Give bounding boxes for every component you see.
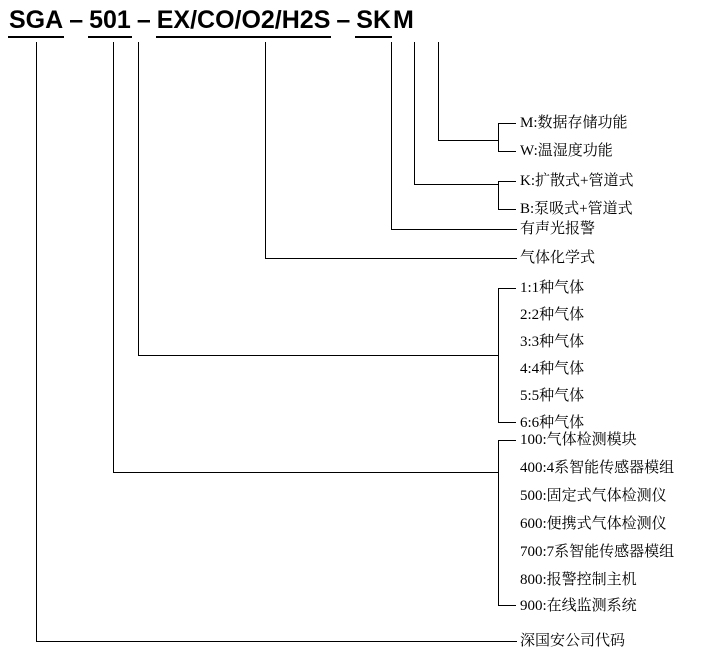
bracket-sampling xyxy=(498,181,499,210)
connector-gas-principle xyxy=(265,258,517,259)
label-sampling-k: K:扩散式+管道式 xyxy=(520,173,634,189)
bracket-gas-count-top xyxy=(498,288,516,289)
label-series-800: 800:报警控制主机 xyxy=(520,572,637,588)
leader-line-alarm xyxy=(391,42,392,229)
connector-alarm xyxy=(391,229,517,230)
label-gas-count-3: 3:3种气体 xyxy=(520,334,585,350)
code-segment-gas-types: EX/CO/O2/H2S xyxy=(156,6,332,38)
label-series-500: 500:固定式气体检测仪 xyxy=(520,488,667,504)
label-alarm: 有声光报警 xyxy=(520,221,596,237)
leader-line-storage xyxy=(438,42,439,141)
bracket-series-bottom xyxy=(498,605,516,606)
connector-series xyxy=(113,472,499,473)
code-segment-m: M xyxy=(393,6,414,34)
code-dash-3: – xyxy=(336,6,351,34)
leader-line-sampling xyxy=(414,42,415,185)
label-series-900: 900:在线监测系统 xyxy=(520,598,637,614)
code-segment-sga: SGA xyxy=(8,6,64,38)
label-gas-count-2: 2:2种气体 xyxy=(520,307,585,323)
label-series-700: 700:7系智能传感器模组 xyxy=(520,544,675,560)
label-gas-principle: 气体化学式 xyxy=(520,250,596,266)
label-storage-w: W:温湿度功能 xyxy=(520,143,613,159)
code-dash-1: – xyxy=(69,6,84,34)
label-series-600: 600:便携式气体检测仪 xyxy=(520,516,667,532)
leader-line-company xyxy=(36,42,37,642)
bracket-storage-bottom xyxy=(498,151,516,152)
label-gas-count-4: 4:4种气体 xyxy=(520,361,585,377)
code-segment-501: 501 xyxy=(88,6,132,38)
label-series-100: 100:气体检测模块 xyxy=(520,432,637,448)
bracket-gas-count-bottom xyxy=(498,422,516,423)
bracket-storage xyxy=(498,123,499,152)
bracket-sampling-bottom xyxy=(498,209,516,210)
connector-storage xyxy=(438,140,499,141)
label-gas-count-5: 5:5种气体 xyxy=(520,388,585,404)
connector-sampling xyxy=(414,184,499,185)
model-code-line xyxy=(8,6,415,38)
label-company: 深国安公司代码 xyxy=(520,633,626,649)
connector-company xyxy=(36,641,517,642)
label-sampling-b: B:泵吸式+管道式 xyxy=(520,201,633,217)
code-dash-2: – xyxy=(136,6,151,34)
leader-line-gas-principle xyxy=(265,42,266,258)
label-gas-count-1: 1:1种气体 xyxy=(520,280,585,296)
code-segment-sk: SK xyxy=(355,6,392,38)
label-storage-m: M:数据存储功能 xyxy=(520,115,628,131)
bracket-series xyxy=(498,440,499,606)
label-gas-count-6: 6:6种气体 xyxy=(520,415,585,431)
bracket-series-top xyxy=(498,440,516,441)
bracket-sampling-top xyxy=(498,181,516,182)
bracket-storage-top xyxy=(498,123,516,124)
leader-line-series xyxy=(113,42,114,472)
connector-gas-count xyxy=(138,355,499,356)
leader-line-gas-count xyxy=(138,42,139,355)
label-series-400: 400:4系智能传感器模组 xyxy=(520,460,675,476)
